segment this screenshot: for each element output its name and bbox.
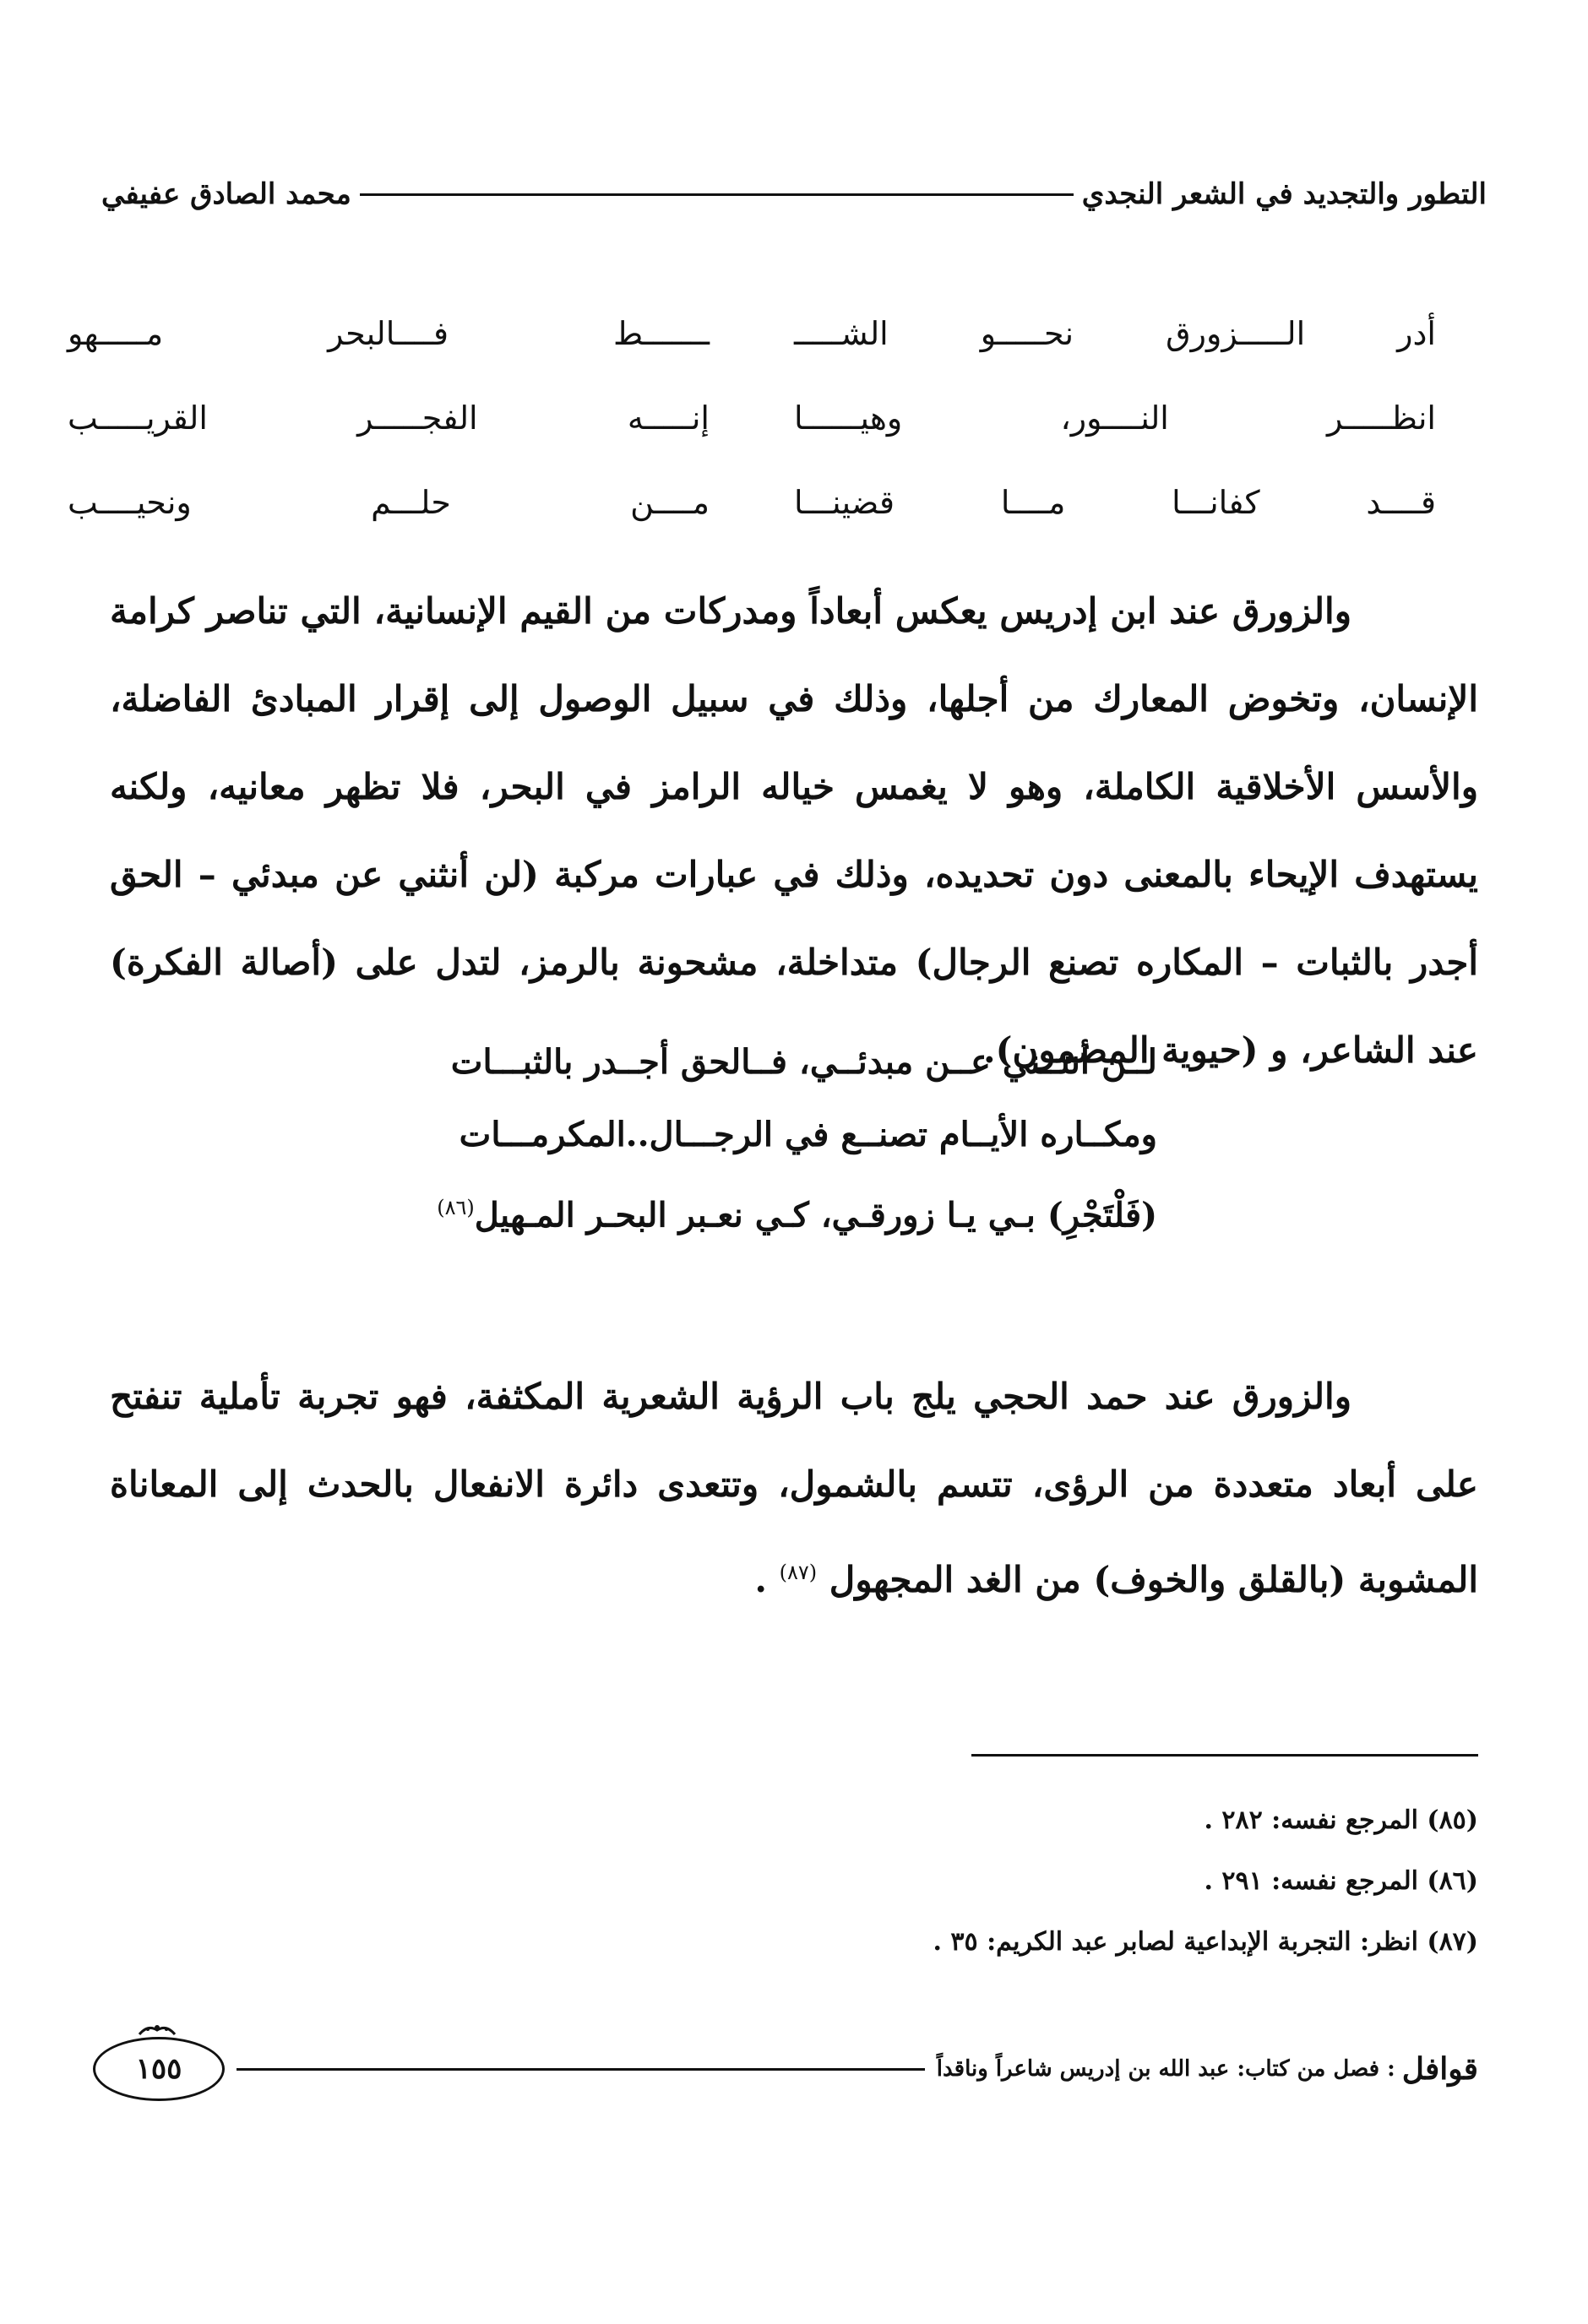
- footnotes: [465, 1790, 1478, 1973]
- footnote-reference: (٨٦): [437, 1196, 475, 1219]
- verse-first-half: أدر الـــــزورق نحـــــو الشـــــ: [794, 315, 1436, 352]
- paragraph-text: والزورق عند حمد الحجي يلج باب الرؤية الشعرية المكثفة، فهو تجربة تأملية تنفتح على أبعاد متعددة من الرؤى، تتسم بالشمول، وتتعدى دائرة الانفعال بالحدث إلى المعاناة المشوبة (بالقلق والخوف) من الغد المجهول: [110, 1376, 1478, 1600]
- page-number-badge: [93, 2037, 225, 2101]
- body-paragraph: [110, 1353, 1478, 1624]
- quoted-verses: [397, 1026, 1157, 1244]
- footnote: (٨٧) انظر: التجربة الإبداعية لصابر عبد الكريم: ٣٥ .: [933, 1927, 1478, 1957]
- footnote-reference: (٨٧): [779, 1561, 818, 1584]
- verse-second-half: إنـــــه الفجـــــر القريـــــب: [68, 399, 710, 437]
- series-name: قوافل: [1401, 2051, 1478, 2087]
- series-source: : فصل من كتاب: عبد الله بن إدريس شاعراً وناقداً: [936, 2056, 1395, 2082]
- verse-second-half: ـــــــط فــــالبحر مـــــهو: [68, 315, 710, 352]
- quoted-verse: [397, 1026, 1157, 1099]
- quoted-verse-text: ومكــاره الأيــام تصنــع في الرجـــال..المكرمـــات: [459, 1115, 1157, 1154]
- header-rule: [360, 193, 1074, 196]
- verse-row: [68, 460, 1436, 545]
- page-number: ١٥٥: [135, 2052, 182, 2086]
- footer-rule: [237, 2068, 925, 2071]
- running-header: [101, 169, 1487, 220]
- verse-first-half: انظـــــر النــــور، وهيــــــا: [794, 399, 1436, 437]
- ornament-icon: [138, 2023, 177, 2038]
- page-footer: [93, 2027, 1478, 2111]
- quoted-verse: [397, 1171, 1157, 1244]
- poem-verses: [68, 291, 1436, 545]
- verse-second-half: مــــن حلـــم ونحيــــب: [68, 484, 710, 521]
- verse-row: [68, 291, 1436, 376]
- quoted-verse-text: (فَلْتَجْرِ) بـي يـا زورقـي، كـي نعـبر البحـر المـهيل: [474, 1195, 1157, 1235]
- paragraph-end: .: [754, 1559, 780, 1600]
- footnote: (٨٥) المرجع نفسه: ٢٨٢ .: [1204, 1805, 1478, 1835]
- footnote-separator: [971, 1754, 1478, 1757]
- quoted-verse: [397, 1099, 1157, 1171]
- body-paragraph: والزورق عند ابن إدريس يعكس أبعاداً ومدركات من القيم الإنسانية، التي تناصر كرامة الإنسان، وتخوض المعارك من أجلها، وذلك في سبيل الوصول إلى إقرار المبادئ الفاضلة، والأسس الأخلاقية الكاملة، وهو لا يغمس خياله الرامز في البحر، فلا تظهر معانيه، ولكنه يستهدف الإيحاء بالمعنى دون تحديده، وذلك في عبارات مركبة (لن أنثني عن مبدئي – الحق أجدر بالثبات – المكاره تصنع الرجال) متداخلة، مشحونة بالرمز، لتدل على (أصالة الفكرة) عند الشاعر، و (حيوية المضمون).: [110, 590, 1478, 1071]
- verse-row: [68, 376, 1436, 460]
- quoted-verse-text: لــن أنثــني عــن مبدئــي، فــالحق أجــدر بالثبـــات: [450, 1042, 1157, 1082]
- footnote: (٨٦) المرجع نفسه: ٢٩١ .: [1204, 1866, 1478, 1896]
- author-name: محمد الصادق عفيفي: [101, 177, 351, 211]
- book-title: التطور والتجديد في الشعر النجدي: [1081, 177, 1487, 211]
- verse-first-half: قــــد كفانـــا مــــا قضينـــا: [794, 484, 1436, 521]
